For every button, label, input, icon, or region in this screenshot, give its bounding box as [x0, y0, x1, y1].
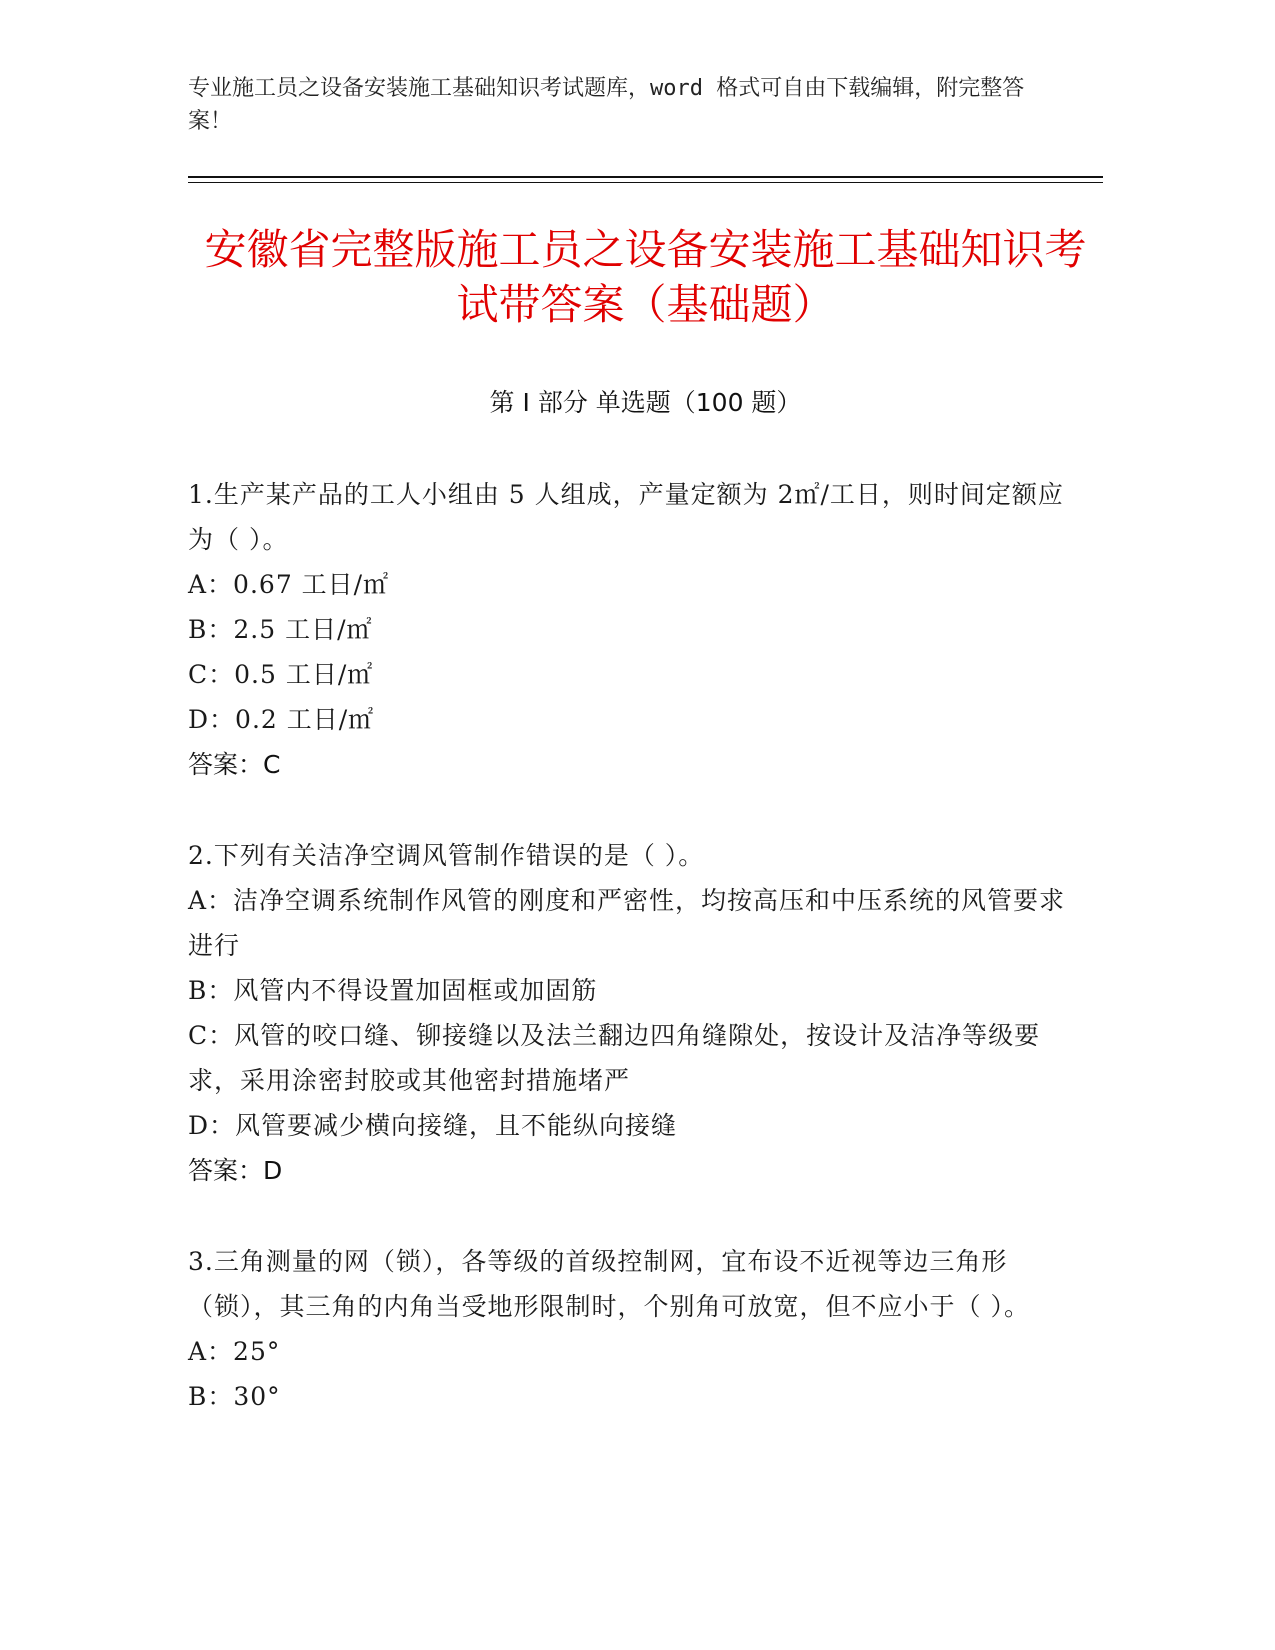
header-note: 专业施工员之设备安装施工基础知识考试题库，word 格式可自由下载编辑，附完整答案！	[188, 76, 1025, 134]
document-title: 安徽省完整版施工员之设备安装施工基础知识考试带答案（基础题）	[204, 225, 1087, 329]
question-3	[188, 1239, 1068, 1419]
option-a: A：0.67 工日/㎡	[188, 570, 390, 599]
option-a: A：25°	[188, 1337, 281, 1366]
question-1	[188, 472, 1068, 787]
option-d: D：0.2 工日/㎡	[188, 705, 375, 734]
option-c: C：0.5 工日/㎡	[188, 660, 374, 689]
option-a: A：洁净空调系统制作风管的刚度和严密性，均按高压和中压系统的风管要求进行	[188, 886, 1066, 960]
option-c: C：风管的咬口缝、铆接缝以及法兰翻边四角缝隙处，按设计及洁净等级要求，采用涂密封胶或其他密封措施堵严	[188, 1021, 1041, 1095]
option-d: D：风管要减少横向接缝，且不能纵向接缝	[188, 1111, 678, 1140]
answer-label: 答案：C	[188, 750, 281, 779]
answer-label: 答案：D	[188, 1156, 283, 1185]
question-stem: 3.三角测量的网（锁），各等级的首级控制网，宜布设不近视等边三角形（锁），其三角的内角当受地形限制时，个别角可放宽，但不应小于（ ）。	[188, 1247, 1030, 1321]
option-b: B：30°	[188, 1382, 281, 1411]
question-2	[188, 833, 1068, 1193]
option-b: B：2.5 工日/㎡	[188, 615, 373, 644]
question-stem: 2.下列有关洁净空调风管制作错误的是（ ）。	[188, 841, 705, 870]
section-heading: 第 I 部分 单选题（100 题）	[489, 388, 802, 417]
question-list	[188, 472, 1068, 1465]
header-rule-thin	[188, 182, 1103, 183]
question-stem: 1.生产某产品的工人小组由 5 人组成，产量定额为 2㎡/工日，则时间定额应为（ ）。	[188, 480, 1064, 554]
header-rule	[188, 176, 1103, 178]
option-b: B：风管内不得设置加固框或加固筋	[188, 976, 598, 1005]
